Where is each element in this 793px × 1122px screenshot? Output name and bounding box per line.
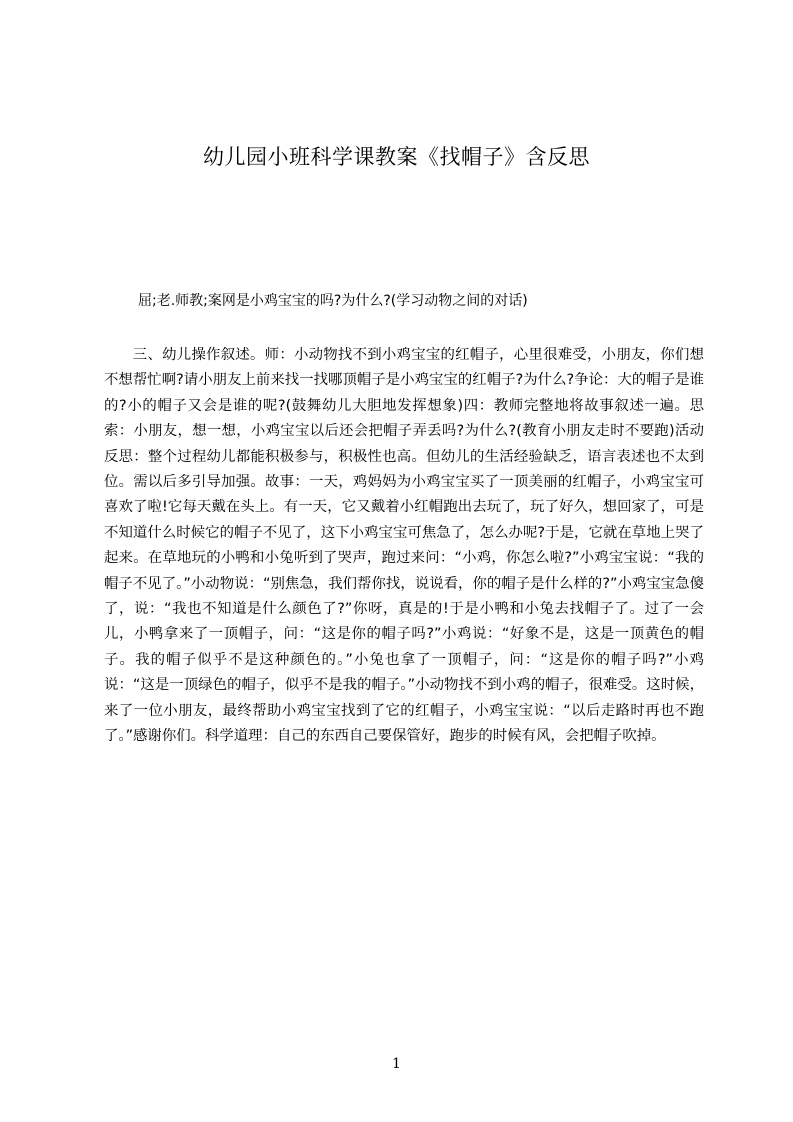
- intro-line: 屈;老.师教;案网是小鸡宝宝的吗?为什么?(学习动物之间的对话): [138, 293, 528, 309]
- page-number: 1: [392, 1056, 401, 1072]
- document-title: 幼儿园小班科学课教案《找帽子》含反思: [203, 145, 590, 169]
- body-paragraph: 三、幼儿操作叙述。师：小动物找不到小鸡宝宝的红帽子，心里很难受，小朋友，你们想不想帮忙啊?请小朋友上前来找一找哪顶帽子是小鸡宝宝的红帽子?为什么?争论：大的帽子是谁的?小的帽子又会是谁的呢?(鼓舞幼儿大胆地发挥想象)四：教师完整地将故事叙述一遍。思索：小朋友，想一想，小鸡宝宝以后还会把帽子弄丢吗?为什么?(教育小朋友走时不要跑)活动反思：整个过程幼儿都能积极参与，积极性也高。但幼儿的生活经验缺乏，语言表述也不太到位。需以后多引导加强。故事：一天，鸡妈妈为小鸡宝宝买了一顶美丽的红帽子，小鸡宝宝可喜欢了啦!它每天戴在头上。有一天，它又戴着小红帽跑出去玩了，玩了好久，想回家了，可是不知道什么时候它的帽子不见了，这下小鸡宝宝可焦急了，怎么办呢?于是，它就在草地上哭了起来。在草地玩的小鸭和小兔听到了哭声，跑过来问：“小鸡，你怎么啦?”小鸡宝宝说：“我的帽子不见了。”小动物说：“别焦急，我们帮你找，说说看，你的帽子是什么样的?”小鸡宝宝急傻了，说：“我也不知道是什么颜色了?”你呀，真是的!于是小鸭和小兔去找帽子了。过了一会儿，小鸭拿来了一顶帽子，问：“这是你的帽子吗?”小鸡说：“好象不是，这是一顶黄色的帽子。我的帽子似乎不是这种颜色的。”小兔也拿了一顶帽子，问：“这是你的帽子吗?”小鸡说：“这是一顶绿色的帽子，似乎不是我的帽子。”小动物找不到小鸡的帽子，很难受。这时候，来了一位小朋友，最终帮助小鸡宝宝找到了它的红帽子，小鸡宝宝说：“以后走路时再也不跑了。”感谢你们。科学道理：自己的东西自己要保管好，跑步的时候有风，会把帽子吹掉。: [104, 347, 704, 745]
